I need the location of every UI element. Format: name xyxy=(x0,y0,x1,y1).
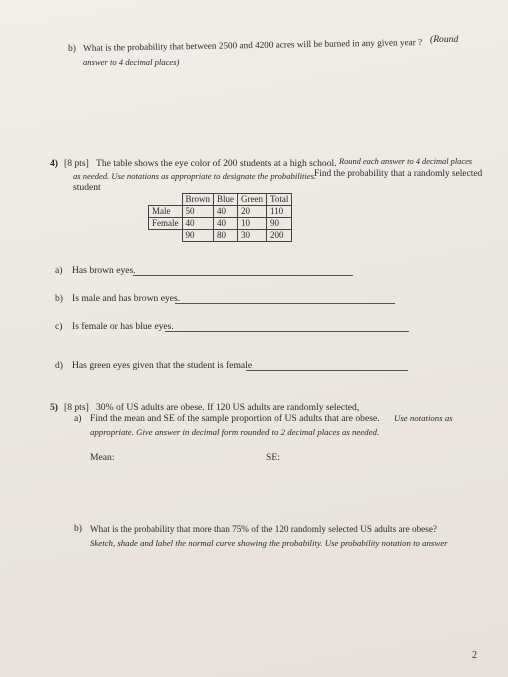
mean-label: Mean: xyxy=(90,452,115,463)
q5b-label: b) xyxy=(74,523,82,534)
q4b-answer-line[interactable] xyxy=(175,303,395,304)
table-cell: 30 xyxy=(238,230,267,242)
table-cell: 110 xyxy=(267,206,292,218)
table-cell: Male xyxy=(149,206,183,218)
table-cell: 10 xyxy=(238,218,267,230)
q4a-text: Has brown eyes. xyxy=(72,265,136,276)
table-header-cell: Blue xyxy=(214,194,238,206)
table-row xyxy=(149,230,292,242)
q4c-label: c) xyxy=(55,321,63,332)
q5a-hint2: appropriate. Give answer in decimal form rounded to 2 decimal places as needed. xyxy=(90,427,380,437)
table-row xyxy=(149,218,292,230)
table-header-cell: Brown xyxy=(182,194,214,206)
table-cell: 90 xyxy=(267,218,292,230)
q4b-label: b) xyxy=(55,293,63,304)
q5-text: 30% of US adults are obese. If 120 US adults are randomly selected, xyxy=(96,402,360,413)
q5-number: 5) xyxy=(50,402,58,413)
q4-text3: student xyxy=(73,182,101,193)
q5b-text: What is the probability that more than 75% of the 120 randomly selected US adults are obese? xyxy=(90,524,437,534)
table-cell: 200 xyxy=(267,230,292,242)
eye-color-table xyxy=(148,193,292,242)
q4-text1: The table shows the eye color of 200 students at a high school. xyxy=(96,158,337,169)
table-cell: 80 xyxy=(214,230,238,242)
q5a-label: a) xyxy=(74,413,82,424)
table-cell: 40 xyxy=(214,218,238,230)
q5a-text: Find the mean and SE of the sample proportion of US adults that are obese. xyxy=(90,413,380,424)
table-cell xyxy=(149,230,183,242)
table-cell: Female xyxy=(149,218,183,230)
q4-hint2: as needed. Use notations as appropriate to designate the probabilities. xyxy=(73,171,317,181)
q3b-label: b) xyxy=(68,43,76,54)
q4a-answer-line[interactable] xyxy=(133,275,353,276)
table-header-cell: Total xyxy=(267,194,292,206)
q5a-hint1: Use notations as xyxy=(394,413,453,423)
q4d-text: Has green eyes given that the student is female xyxy=(72,360,253,371)
table-cell: 40 xyxy=(182,218,214,230)
table-header-cell: Green xyxy=(238,194,267,206)
q4d-answer-line[interactable] xyxy=(246,370,408,371)
table-cell: 90 xyxy=(182,230,214,242)
q3b-hint-open: (Round xyxy=(430,34,459,45)
q3b-text: What is the probability that between 2500 and 4200 acres will be burned in any given year ? xyxy=(83,37,423,53)
table-row xyxy=(149,206,292,218)
q4-hint1: Round each answer to 4 decimal places xyxy=(339,157,473,166)
table-header-row xyxy=(149,194,292,206)
table-header-cell xyxy=(149,194,183,206)
q4c-answer-line[interactable] xyxy=(165,331,409,332)
q4d-label: d) xyxy=(55,360,63,371)
table-cell: 40 xyxy=(214,206,238,218)
table-cell: 50 xyxy=(182,206,214,218)
q4b-text: Is male and has brown eyes. xyxy=(72,293,181,304)
q3b-hint-rest: answer to 4 decimal places) xyxy=(83,57,180,67)
q5-points: [8 pts] xyxy=(64,402,89,413)
q4-text2: Find the probability that a randomly selected xyxy=(314,169,483,179)
q4a-label: a) xyxy=(55,265,63,276)
q4-number: 4) xyxy=(50,158,58,169)
q4-points: [8 pts] xyxy=(64,158,89,169)
q4c-text: Is female or has blue eyes. xyxy=(72,321,174,332)
page-number: 2 xyxy=(472,650,477,661)
se-label: SE: xyxy=(266,452,280,463)
table-cell: 20 xyxy=(238,206,267,218)
q5b-hint: Sketch, shade and label the normal curve showing the probability. Use probability notation to answer xyxy=(90,538,448,548)
